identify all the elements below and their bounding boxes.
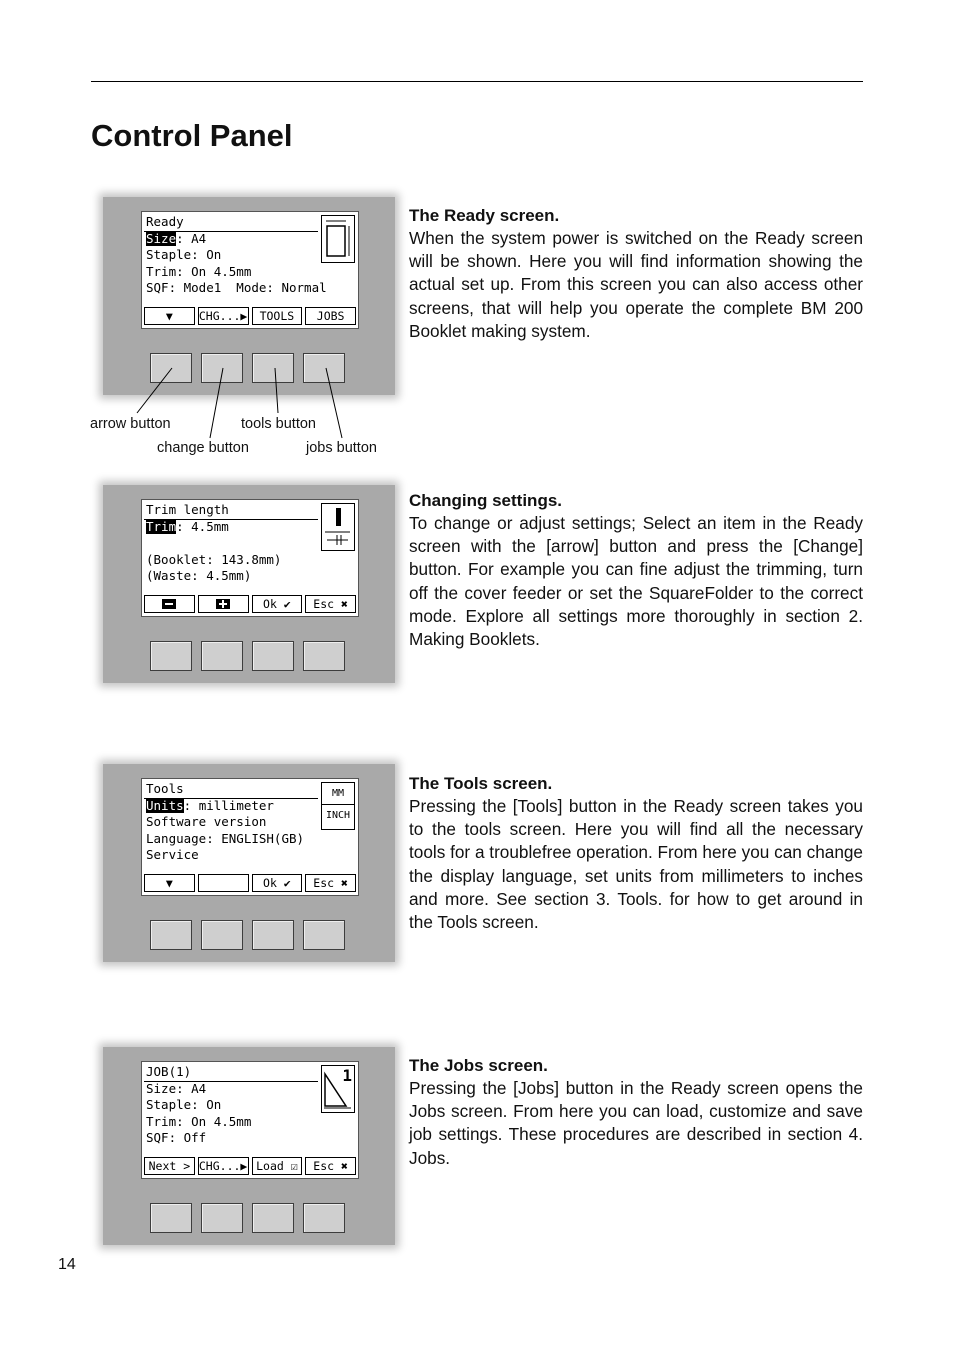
right-triangle-icon: ▶ (240, 309, 248, 323)
units-row: Units: millimeter (146, 797, 274, 813)
softkey-blank[interactable] (198, 874, 249, 892)
arrow-button-label: arrow button (90, 416, 171, 432)
minus-icon (162, 599, 176, 609)
hardware-button-2[interactable] (201, 641, 243, 671)
changing-settings-section (409, 489, 863, 651)
job-number-icon: 1 (321, 1065, 355, 1113)
softkey-esc[interactable]: Esc ✖ (305, 595, 356, 613)
softkey-load[interactable]: Load ☑ (252, 1157, 303, 1175)
units-icon: MM INCH (321, 782, 355, 830)
size-row: Size: A4 (146, 230, 207, 246)
lcd-title: Trim length (146, 502, 229, 517)
trim-selected-item[interactable]: Trim (146, 518, 177, 534)
size-row: Size: A4 (146, 1080, 207, 1096)
hardware-button-3[interactable] (252, 1203, 294, 1233)
hardware-button-4[interactable] (303, 920, 345, 950)
jobs-button-label: jobs button (306, 440, 377, 456)
softkey-arrow[interactable] (144, 874, 195, 892)
staple-row: Staple: On (146, 1097, 222, 1113)
section-heading: The Tools screen. (409, 774, 553, 793)
change-button-label: change button (157, 440, 249, 456)
hardware-button-2[interactable] (201, 920, 243, 950)
trim-row: Trim: On 4.5mm (146, 263, 252, 279)
hardware-button-3[interactable] (252, 920, 294, 950)
softkey-change[interactable]: CHG... ▶ (198, 1159, 248, 1173)
jobs-screen-section (409, 1054, 863, 1170)
softkey-ok[interactable]: Ok ✔ (252, 874, 303, 892)
lcd-title: JOB(1) (146, 1064, 192, 1079)
plus-icon (216, 599, 230, 609)
staple-row: Staple: On (146, 247, 222, 263)
trim-row: Trim: 4.5mm (146, 518, 229, 534)
close-icon: ✖ (334, 1159, 348, 1173)
section-heading: The Jobs screen. (409, 1056, 548, 1075)
service-row: Service (146, 847, 199, 863)
waste-row: (Waste: 4.5mm) (146, 568, 252, 584)
language-row: Language: ENGLISH(GB) (146, 830, 305, 846)
section-heading: The Ready screen. (409, 206, 560, 225)
softkey-esc[interactable]: Esc ✖ (305, 1157, 356, 1175)
software-version-row: Software version (146, 814, 267, 830)
hardware-button-4[interactable] (303, 641, 345, 671)
sqf-row: SQF: Off (146, 1130, 207, 1146)
load-icon: ☑ (283, 1159, 298, 1173)
booklet-length-row: (Booklet: 143.8mm) (146, 551, 282, 567)
tools-screen-section (409, 772, 863, 934)
hardware-buttons (150, 920, 345, 950)
checkmark-icon: ✔ (276, 876, 291, 890)
hardware-button-4[interactable] (303, 1203, 345, 1233)
hardware-button-1[interactable] (150, 641, 192, 671)
softkey-esc[interactable]: Esc ✖ (305, 874, 356, 892)
checkmark-icon: ✔ (276, 597, 291, 611)
hardware-buttons (150, 1203, 345, 1233)
tools-button-label: tools button (241, 416, 316, 432)
softkey-tools[interactable]: TOOLS (252, 307, 303, 325)
softkey-next[interactable]: Next > (144, 1157, 195, 1175)
section-heading: Changing settings. (409, 491, 562, 510)
softkey-ok[interactable]: Ok ✔ (252, 595, 303, 613)
trim-lcd-screen (141, 499, 359, 617)
softkey-jobs[interactable]: JOBS (305, 307, 356, 325)
softkey-plus[interactable] (198, 595, 249, 613)
trim-length-icon (321, 503, 355, 551)
page-title: Control Panel (91, 118, 293, 153)
page-number: 14 (58, 1256, 76, 1273)
close-icon: ✖ (334, 597, 348, 611)
size-selected-item[interactable]: Size (146, 230, 177, 246)
lcd-title: Ready (146, 214, 184, 229)
tools-control-panel (103, 764, 395, 962)
section-body: Pressing the [Jobs] button in the Ready screen opens the Jobs screen. From here you can load, customize and save job settings. These procedures are described in section 4. Jobs. (409, 1078, 863, 1168)
hardware-buttons (150, 641, 345, 671)
hardware-button-2[interactable] (201, 1203, 243, 1233)
tools-lcd-screen (141, 778, 359, 896)
hardware-button-1[interactable] (150, 920, 192, 950)
section-body: Pressing the [Tools] button in the Ready screen takes you to the tools screen. Here you will find all the necessary tools for a troublefree operation. From here you can change the display language, set units from millimeters to inches and more. See section 3. Tools. for how to get around in the Tools screen. (409, 796, 863, 933)
hardware-button-1[interactable] (150, 1203, 192, 1233)
trim-row: Trim: On 4.5mm (146, 1113, 252, 1129)
close-icon: ✖ (334, 876, 348, 890)
section-body: To change or adjust settings; Select an item in the Ready screen with the [arrow] button and press the [Change] button. For example you can fine adjust the trimming, turn off the cover feeder or set the SquareFolder to the correct mode. Explore all settings more thoroughly in section 2. Making Booklets. (409, 513, 863, 650)
down-arrow-icon: ▼ (165, 309, 173, 323)
jobs-lcd-screen (141, 1061, 359, 1179)
ready-screen-section (409, 204, 863, 343)
trim-control-panel (103, 485, 395, 683)
sqf-mode-row: SQF: Mode1 Mode: Normal (146, 280, 327, 296)
section-body: When the system power is switched on the Ready screen will be shown. Here you will find information showing the actual set up. From this screen you can also access other screens, that will help you operate the complete BM 200 Booklet making system. (409, 228, 863, 341)
softkey-minus[interactable] (144, 595, 195, 613)
jobs-control-panel (103, 1047, 395, 1245)
right-triangle-icon: ▶ (240, 1159, 248, 1173)
hardware-button-3[interactable] (252, 641, 294, 671)
lcd-title: Tools (146, 781, 184, 796)
units-selected-item[interactable]: Units (146, 797, 184, 813)
down-arrow-icon: ▼ (165, 876, 173, 890)
softkey-change[interactable]: CHG... ▶ (198, 309, 248, 323)
